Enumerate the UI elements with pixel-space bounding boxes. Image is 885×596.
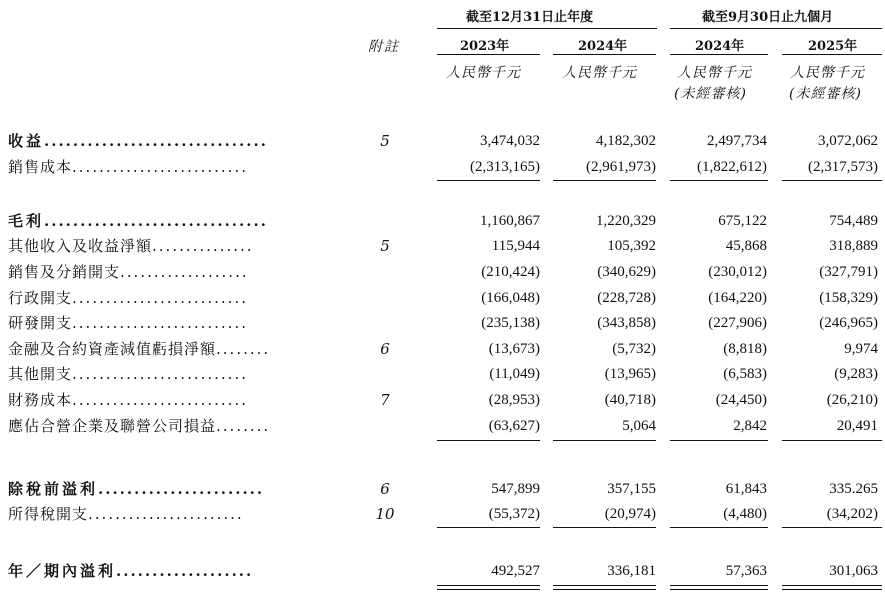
row-label-profit-before-tax: 除稅前溢利.......................	[8, 480, 265, 498]
cell-profit-before-tax-2024: 357,155	[607, 481, 656, 497]
cell-profit-before-tax-2024-9m: 61,843	[725, 481, 767, 497]
cell-profit-for-period-2025-9m: 301,063	[829, 563, 878, 579]
cell-cost-of-sales-2023: (2,313,165)	[470, 159, 540, 175]
unit-label-2023: 人民幣千元	[446, 65, 521, 81]
row-label-selling-expenses: 銷售及分銷開支...................	[8, 263, 249, 281]
total-double-rule-top-2024	[553, 585, 656, 586]
group-header-rule-nine-months	[670, 28, 882, 29]
row-label-cost-of-sales: 銷售成本..........................	[8, 158, 248, 176]
cell-admin-expenses-2025-9m: (158,329)	[819, 290, 878, 306]
cell-profit-before-tax-2023: 547,899	[491, 481, 540, 497]
cell-revenue-2024-9m: 2,497,734	[707, 133, 767, 149]
cell-rnd-expenses-2024-9m: (227,906)	[708, 315, 767, 331]
cell-revenue-2024: 4,182,302	[596, 133, 656, 149]
row-note-profit-before-tax: 6	[380, 480, 390, 498]
subtotal-rule-2024	[553, 180, 656, 181]
cell-selling-expenses-2025-9m: (327,791)	[819, 264, 878, 280]
cell-other-expenses-2024-9m: (6,583)	[723, 366, 767, 382]
cell-profit-for-period-2024-9m: 57,363	[725, 563, 767, 579]
cell-finance-costs-2023: (28,953)	[488, 392, 540, 408]
cell-selling-expenses-2024: (340,629)	[597, 264, 656, 280]
cell-income-tax-2024: (20,974)	[604, 506, 656, 522]
row-label-gross-profit: 毛利...............................	[8, 212, 268, 230]
cell-selling-expenses-2024-9m: (230,012)	[708, 264, 767, 280]
group-header-year: 截至12月31日止年度	[466, 10, 594, 25]
cell-income-tax-2024-9m: (4,480)	[723, 506, 767, 522]
row-label-impairment-losses: 金融及合約資產減值虧損淨額........	[8, 340, 271, 358]
row-note-revenue: 5	[380, 132, 390, 150]
total-double-rule-top-2024-9m	[670, 585, 768, 586]
cell-other-expenses-2024: (13,965)	[604, 366, 656, 382]
subtotal-rule-2-2024	[553, 440, 656, 441]
cell-revenue-2023: 3,474,032	[480, 133, 540, 149]
year-header-2023: 2023年	[460, 39, 510, 54]
cell-admin-expenses-2024-9m: (164,220)	[708, 290, 767, 306]
cell-profit-before-tax-2025-9m: 335.265	[829, 481, 878, 497]
cell-share-of-jv-2024-9m: 2,842	[733, 418, 767, 434]
row-label-income-tax: 所得稅開支.......................	[8, 505, 244, 523]
cell-selling-expenses-2023: (210,424)	[481, 264, 540, 280]
cell-gross-profit-2025-9m: 754,489	[829, 213, 878, 229]
cell-share-of-jv-2025-9m: 20,491	[836, 418, 878, 434]
row-label-share-of-jv: 應佔合營企業及聯營公司損益........	[8, 417, 271, 435]
cell-income-tax-2023: (55,372)	[488, 506, 540, 522]
row-label-revenue: 收益...............................	[8, 132, 268, 150]
cell-other-income-2024: 105,392	[607, 238, 656, 254]
year-header-2024: 2024年	[578, 39, 628, 54]
row-label-finance-costs: 財務成本..........................	[8, 391, 248, 409]
year-header-2024-nine-months: 2024年	[695, 39, 745, 54]
group-header-nine-months: 截至9月30日止九個月	[702, 10, 834, 25]
cell-other-expenses-2023: (11,049)	[489, 366, 540, 382]
unit-label-2024-nine-months: 人民幣千元	[677, 65, 752, 81]
subtotal-rule-2-2025-9m	[782, 440, 882, 441]
cell-gross-profit-2024: 1,220,329	[596, 213, 656, 229]
cell-admin-expenses-2023: (166,048)	[481, 290, 540, 306]
total-double-rule-bottom-2025-9m	[782, 589, 882, 590]
cell-impairment-losses-2025-9m: 9,974	[844, 341, 878, 357]
total-double-rule-bottom-2023	[437, 589, 540, 590]
subtotal-rule-2025-9m	[782, 180, 882, 181]
cell-profit-for-period-2024: 336,181	[607, 563, 656, 579]
year-rule-2023	[437, 54, 540, 55]
year-rule-2024	[553, 54, 656, 55]
cell-finance-costs-2024-9m: (24,450)	[715, 392, 767, 408]
unit-label-2024: 人民幣千元	[562, 65, 637, 81]
cell-finance-costs-2024: (40,718)	[604, 392, 656, 408]
row-label-admin-expenses: 行政開支..........................	[8, 289, 248, 307]
total-double-rule-top-2025-9m	[782, 585, 882, 586]
cell-share-of-jv-2023: (63,627)	[488, 418, 540, 434]
cell-profit-for-period-2023: 492,527	[491, 563, 540, 579]
row-note-impairment-losses: 6	[380, 340, 390, 358]
total-double-rule-bottom-2024	[553, 589, 656, 590]
cell-rnd-expenses-2024: (343,858)	[597, 315, 656, 331]
row-note-finance-costs: 7	[380, 391, 390, 409]
cell-admin-expenses-2024: (228,728)	[597, 290, 656, 306]
cell-cost-of-sales-2025-9m: (2,317,573)	[808, 159, 878, 175]
cell-other-income-2025-9m: 318,889	[829, 238, 878, 254]
row-label-other-income: 其他收入及收益淨額...............	[8, 237, 254, 255]
note-column-header: 附註	[368, 39, 400, 55]
cell-gross-profit-2023: 1,160,867	[480, 213, 540, 229]
subtotal-rule-3-2023	[437, 527, 540, 528]
cell-share-of-jv-2024: 5,064	[622, 418, 656, 434]
subtotal-rule-2024-9m	[670, 180, 768, 181]
row-label-other-expenses: 其他開支..........................	[8, 365, 248, 383]
cell-finance-costs-2025-9m: (26,210)	[826, 392, 878, 408]
subtotal-rule-2-2024-9m	[670, 440, 768, 441]
total-double-rule-bottom-2024-9m	[670, 589, 768, 590]
unaudited-label-2025: (未經審核)	[789, 86, 862, 102]
row-note-other-income: 5	[380, 237, 390, 255]
year-header-2025-nine-months: 2025年	[808, 39, 858, 54]
row-label-rnd-expenses: 研發開支..........................	[8, 314, 248, 332]
unit-label-2025-nine-months: 人民幣千元	[790, 65, 865, 81]
cell-gross-profit-2024-9m: 675,122	[718, 213, 767, 229]
cell-impairment-losses-2024-9m: (8,818)	[723, 341, 767, 357]
row-label-profit-for-period: 年／期內溢利...................	[8, 562, 254, 580]
cell-revenue-2025-9m: 3,072,062	[818, 133, 878, 149]
cell-other-income-2023: 115,944	[491, 238, 540, 254]
cell-rnd-expenses-2025-9m: (246,965)	[819, 315, 878, 331]
subtotal-rule-3-2025-9m	[782, 527, 882, 528]
subtotal-rule-2-2023	[437, 440, 540, 441]
cell-rnd-expenses-2023: (235,138)	[481, 315, 540, 331]
year-rule-2024-nine-months	[670, 54, 768, 55]
cell-impairment-losses-2023: (13,673)	[488, 341, 540, 357]
cell-other-expenses-2025-9m: (9,283)	[834, 366, 878, 382]
subtotal-rule-3-2024	[553, 527, 656, 528]
subtotal-rule-3-2024-9m	[670, 527, 768, 528]
unaudited-label-2024: (未經審核)	[674, 86, 747, 102]
row-note-income-tax: 10	[375, 505, 395, 523]
cell-income-tax-2025-9m: (34,202)	[826, 506, 878, 522]
cell-other-income-2024-9m: 45,868	[725, 238, 767, 254]
year-rule-2025-nine-months	[782, 54, 882, 55]
subtotal-rule-2023	[437, 180, 540, 181]
cell-cost-of-sales-2024-9m: (1,822,612)	[697, 159, 767, 175]
cell-cost-of-sales-2024: (2,961,973)	[586, 159, 656, 175]
cell-impairment-losses-2024: (5,732)	[612, 341, 656, 357]
total-double-rule-top-2023	[437, 585, 540, 586]
group-header-rule-year	[437, 28, 657, 29]
